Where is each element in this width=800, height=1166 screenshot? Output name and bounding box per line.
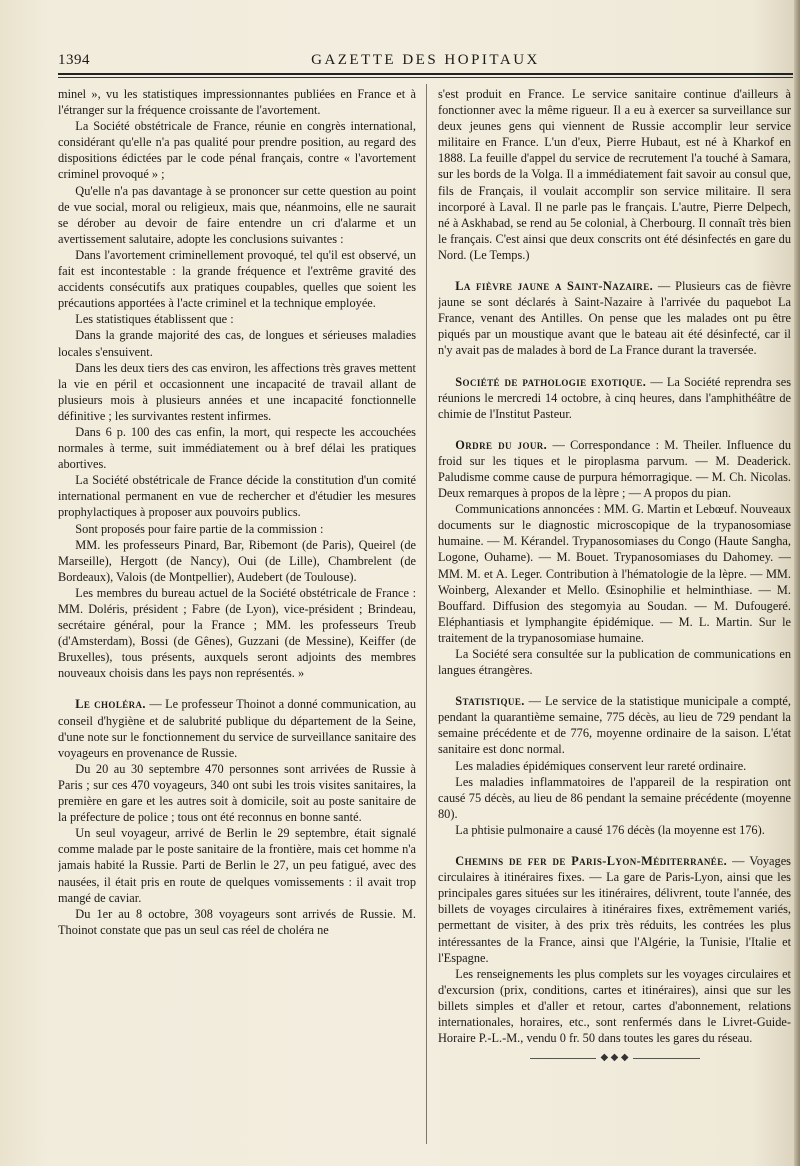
page-header xyxy=(58,52,793,72)
article-paragraph xyxy=(58,86,416,118)
paragraph-text: Les maladies inflammatoires de l'appareil de la respiration ont causé 75 décès, au lieu de 86 pendant la semaine précédente (moyenne 80). xyxy=(438,774,791,821)
article-paragraph xyxy=(438,774,791,822)
header-rule-thin xyxy=(58,77,793,78)
header-rule-thick xyxy=(58,73,793,75)
paragraph-text: — Le service de la statistique municipale a compté, pendant la quarantième semaine, 775 décès, au lieu de 729 pendant la semaine précédente et de 776, moyenne ordinaire de la saison. L'état sanitaire est donc normal. xyxy=(438,694,791,757)
paragraph-text: Dans la grande majorité des cas, de longues et sérieuses maladies locales s'ensuivent. xyxy=(58,328,416,359)
article-paragraph xyxy=(438,646,791,678)
paragraph-text: Un seul voyageur, arrivé de Berlin le 29 septembre, était signalé comme malade par le poste sanitaire de la frontière, mais cet homme n'a jamais habité la Russie. Parti de Berlin le 27, un peu fatigué, avec des nausées, il était pris en route de quelques vomissements : il avait trop mangé de caviar. xyxy=(58,826,416,905)
paragraph-text: Dans les deux tiers des cas environ, les affections très graves mettent la vie en péril et occasionnent une incapacité de travail allant de plusieurs mois à plusieurs années et une incapacité fonctionnelle définitive ; les survivantes restent infirmes. xyxy=(58,360,416,423)
paragraph-text: Sont proposés pour faire partie de la commission : xyxy=(75,521,324,536)
section-rubric: Le choléra. xyxy=(75,697,146,712)
article-paragraph xyxy=(58,183,416,247)
article-paragraph xyxy=(58,761,416,825)
article-paragraph xyxy=(58,825,416,905)
article-paragraph xyxy=(58,696,416,760)
journal-title: GAZETTE DES HOPITAUX xyxy=(311,52,540,68)
article-paragraph xyxy=(438,278,791,358)
article-paragraph xyxy=(58,521,416,537)
paragraph-text: — Voyages circulaires à itinéraires fixes. — La gare de Paris-Lyon, ainsi que les principales gares situées sur les itinéraires, délivrent, toute l'année, des billets de voyages circulaires à itinéraires fixes, extrêmement variés, permettant de visiter, à des prix très réduits, les contrées les plus intéressantes de la France, ainsi que l'Algérie, la Tunisie, l'Italie et l'Espagne. xyxy=(438,854,791,965)
article-paragraph xyxy=(58,472,416,520)
paragraph-text: — Correspondance : M. Theiler. Influence du froid sur les tiques et le piroplasma parvum. — M. Deaderick. Paludisme comme cause de purpura hémorragique. — M. Ch. Nicolas. Deux remarques à propos de la lèpre ; — A propos du pian. xyxy=(438,437,791,501)
article-paragraph xyxy=(58,360,416,424)
section-rubric: Société de pathologie exotique. xyxy=(455,374,647,389)
article-paragraph xyxy=(58,537,416,585)
paragraph-text: Du 20 au 30 septembre 470 personnes sont arrivées de Russie à Paris ; sur ces 470 voyageurs, 340 ont subi les trois visites sanitaires, la première en gare et les autres soit à domicile, soit au poste sanitaire de la préfecture de police ; tous ont été reconnus en bonne santé. xyxy=(58,761,416,825)
paragraph-text: Dans 6 p. 100 des cas enfin, la mort, qui respecte les accouchées normales à terme, suit immédiatement ou à bref délai les pratiques abortives. xyxy=(58,424,416,472)
article-paragraph xyxy=(58,311,416,327)
paragraph-text: Qu'elle n'a pas davantage à se prononcer sur cette question au point de vue social, moral ou religieux, mais que, néanmoins, elle ne saurait se dérober au devoir de faire entendre un cri d'alarme et un avertissement salutaire, adopte les conclusions suivantes : xyxy=(58,183,416,246)
paragraph-text: MM. les professeurs Pinard, Bar, Ribemont (de Paris), Queirel (de Marseille), Hergott (de Nancy), Oui (de Lille), Chambrelent (de Bordeaux), Valois (de Montpellier), Audebert (de Toulouse). xyxy=(58,537,416,584)
section-rubric: Chemins de fer de Paris-Lyon-Méditerranée. xyxy=(455,854,728,869)
page-number: 1394 xyxy=(58,52,90,68)
paragraph-text: Les maladies épidémiques conservent leur rareté ordinaire. xyxy=(455,758,747,773)
paragraph-text: Communications annoncées : MM. G. Martin et Lebœuf. Nouveaux documents sur le diagnostic microscopique de la trypanosomiase humaine. — M. Kérandel. Trypanosomiases du Congo (Haute Sangha, Logone, Ouhame). — M. Bouet. Trypanosomiases du Dahomey. — MM. M. et A. Leger. Contribution à l'hématologie de la lèpre. — MM. Woinberg, Alexander et Mello. Œsinophilie et helminthiase. — M. Bouffard. Diffusion des stegomyia au Soudan. — M. Dufougeré. Eléphantiasis et lymphangite épidémique. — M. L. Martin. Sur le traitement de la trypanosomiase humaine. xyxy=(438,502,791,645)
paragraph-text: La phtisie pulmonaire a causé 176 décès (la moyenne est 176). xyxy=(455,822,765,837)
article-paragraph xyxy=(58,424,416,472)
article-paragraph xyxy=(438,374,791,422)
article-paragraph xyxy=(438,86,791,263)
article-paragraph xyxy=(438,853,791,966)
article-paragraph xyxy=(58,585,416,682)
article-paragraph xyxy=(438,758,791,774)
article-paragraph xyxy=(438,501,791,646)
paragraph-text: Dans l'avortement criminellement provoqué, tel qu'il est observé, un fait est incontestable : la grande fréquence et l'extrême gravité des accidents consécutifs aux pratiques coupables, quelles que soient les précautions apportées à l'acte criminel et la technique employée. xyxy=(58,247,416,311)
article-paragraph xyxy=(438,966,791,1046)
end-ornament xyxy=(530,1052,700,1064)
left-column xyxy=(58,86,416,1144)
section-rubric: Ordre du jour. xyxy=(455,437,548,452)
article-paragraph xyxy=(58,906,416,938)
paragraph-text: Du 1er au 8 octobre, 308 voyageurs sont arrivés de Russie. M. Thoinot constate que pas un seul cas réel de choléra ne xyxy=(58,906,416,937)
section-rubric: La fièvre jaune a Saint-Nazaire. xyxy=(455,279,654,294)
paragraph-text: — La Société reprendra ses réunions le mercredi 14 octobre, à cinq heures, dans l'amphithéâtre de chimie de l'Institut Pasteur. xyxy=(438,374,791,421)
column-divider xyxy=(426,84,427,1144)
article-paragraph xyxy=(438,437,791,501)
paragraph-text: Les statistiques établissent que : xyxy=(75,312,234,327)
article-paragraph xyxy=(58,118,416,182)
paragraph-text: minel », vu les statistiques impressionnantes publiées en France et à l'étranger sur la fréquence croissante de l'avortement. xyxy=(58,87,416,118)
article-paragraph xyxy=(438,693,791,757)
paragraph-text: s'est produit en France. Le service sanitaire continue d'ailleurs à fonctionner avec la même rigueur. Il a eu à exercer sa surveillance sur deux jeunes gens qui viennent de Russie accomplir leur service militaire en France. L'un d'eux, Pierre Hubaut, est né à Kharkof en 1888. La feuille d'appel du service de recrutement l'a touché à Samara, sur les bords de la Volga. Il a immédiatement fait savoir au consul que, fils de Français, il voulait accomplir son service militaire. Il sera incorporé à Laval. Il ne parle pas le français. L'autre, Pierre Delpech, né à Askhabad, se rend au 5e colonial, à Cherbourg. Il connaît très bien le français. C'est ainsi que deux conscrits ont été désinfectés en gare du Nord. (Le Temps.) xyxy=(438,87,791,262)
paragraph-text: La Société sera consultée sur la publication de communications en langues étrangères. xyxy=(438,647,791,678)
article-paragraph xyxy=(58,327,416,359)
paragraph-text: Les membres du bureau actuel de la Société obstétricale de France : MM. Doléris, président ; Fabre (de Lyon), vice-président ; Brindeau, secrétaire général, pour la France ; MM. les professeurs Treub (d'Amsterdam), Bossi (de Gênes), Guzzani (de Messine), Keiffer (de Bruxelles), tous présents, auxquels seront adjoints des membres nouveaux choisis dans les pays non représentés. » xyxy=(58,585,416,681)
paragraph-text: — Le professeur Thoinot a donné communication, au conseil d'hygiène et de salubrité publique du département de la Seine, d'une note sur le fonctionnement du service de surveillance sanitaire des voyageurs en provenance de Russie. xyxy=(58,697,416,760)
paragraph-text: — Plusieurs cas de fièvre jaune se sont déclarés à Saint-Nazaire à l'arrivée du paquebot La France, venant des Antilles. On pense que les malades ont pu être piqués par un moustique avant que le bateau ait été désinfecté, car il n'y avait pas de malades à bord de La France durant la traversée. xyxy=(438,279,791,358)
paragraph-text: La Société obstétricale de France décide la constitution d'un comité international permanent en vue de rechercher et d'étudier les mesures prophylactiques à proposer aux pouvoirs publics. xyxy=(58,473,416,520)
paragraph-text: La Société obstétricale de France, réunie en congrès international, considérant qu'elle n'a pas qualité pour prendre position, au regard des dispositions édictées par le code pénal français, contre « l'avortement criminel provoqué » ; xyxy=(58,119,416,182)
right-column xyxy=(438,86,791,1144)
ornament-glyphs: ◆ ◆ ◆ xyxy=(596,1052,632,1063)
paragraph-text: Les renseignements les plus complets sur les voyages circulaires et d'excursion (prix, conditions, cartes et itinéraires), ainsi que sur les billets simples et d'aller et retour, cartes d'abonnement, relations internationales, horaires, etc., sont renfermés dans le Livret-Guide-Horaire P.-L.-M., vendu 0 fr. 50 dans toutes les gares du réseau. xyxy=(438,966,791,1046)
article-paragraph xyxy=(438,822,791,838)
section-rubric: Statistique. xyxy=(455,694,525,709)
page-edge-shadow xyxy=(794,0,800,1166)
article-paragraph xyxy=(58,247,416,311)
